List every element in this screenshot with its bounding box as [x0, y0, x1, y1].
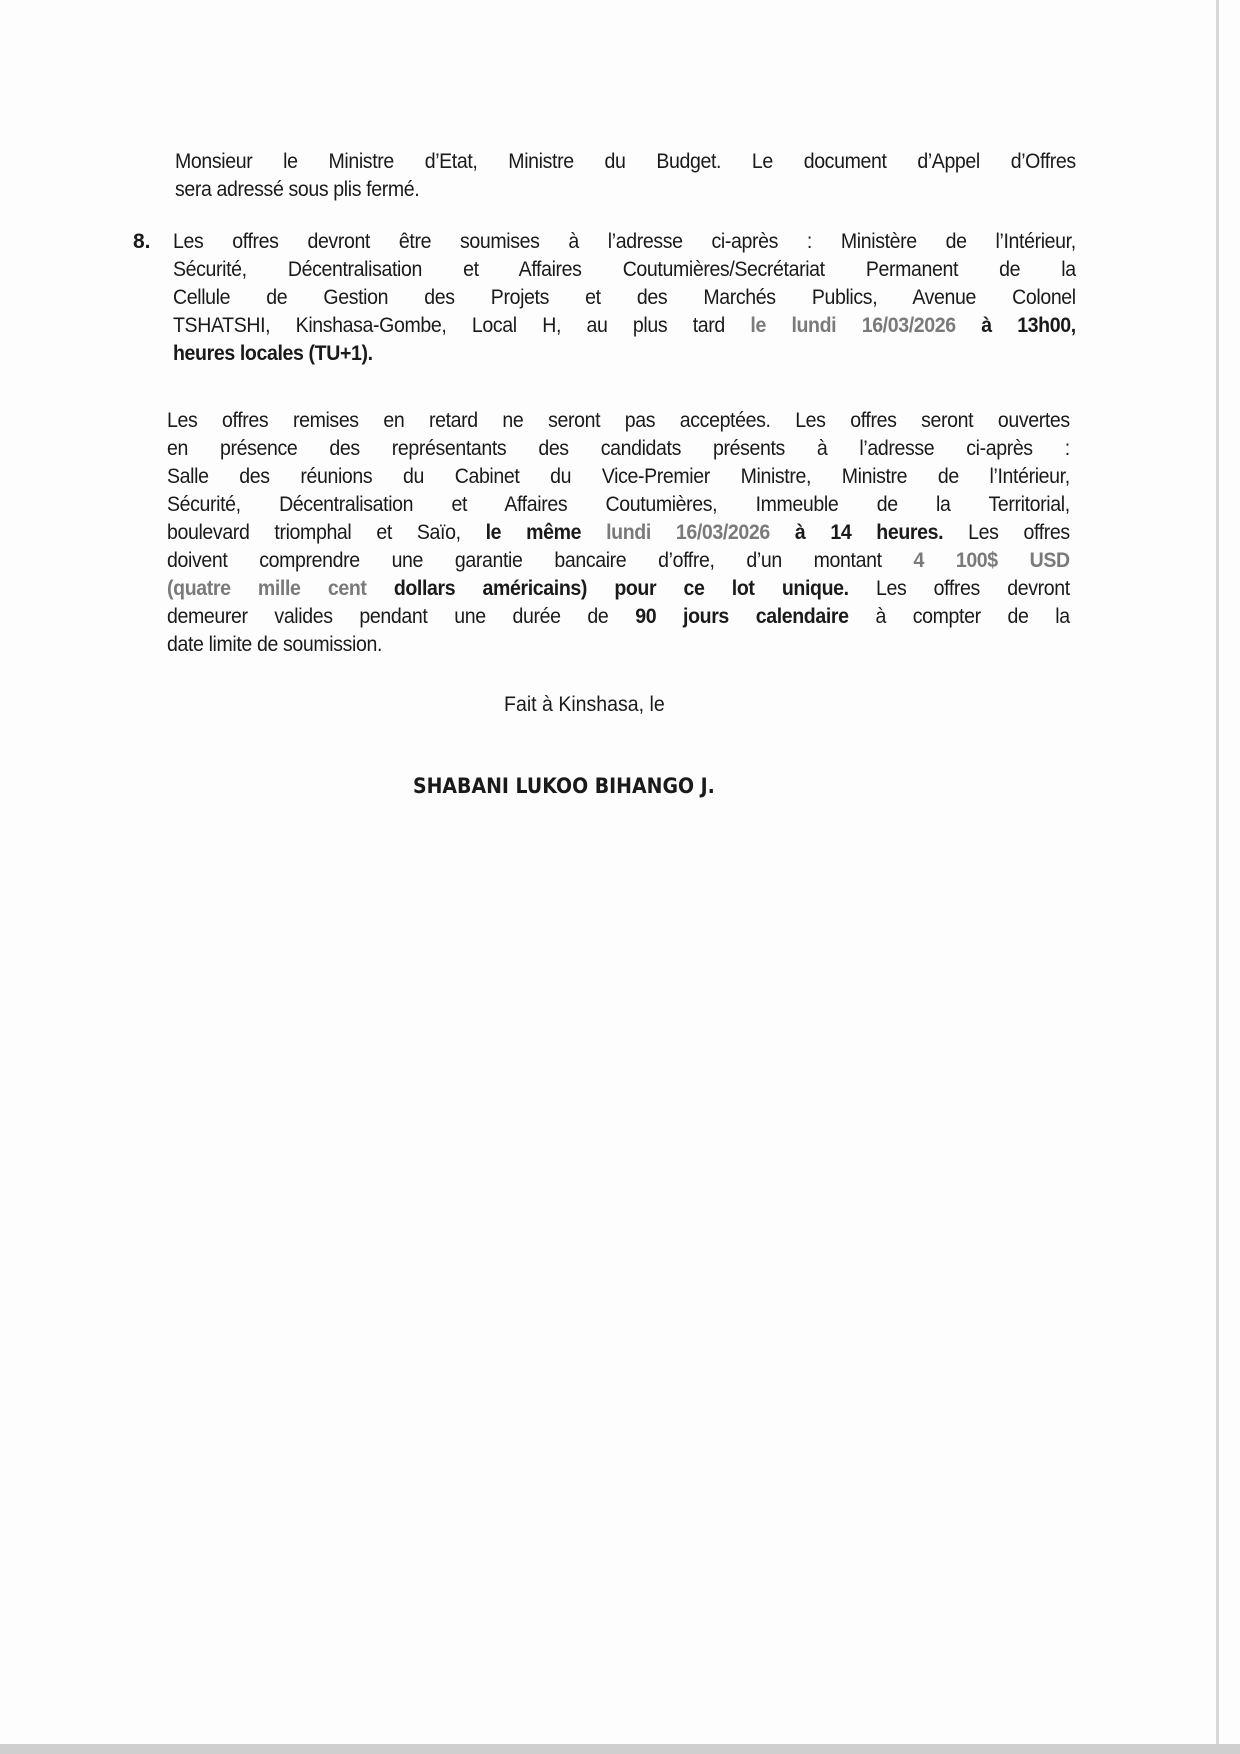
text-segment: sera adressé sous plis fermé.: [175, 178, 420, 201]
highlighted-text: 4 100$ USD: [913, 549, 1070, 572]
text-line: [167, 519, 1070, 547]
highlighted-text: (quatre mille cent: [167, 577, 367, 600]
text-segment: en présence des représentants des candidats présents à l’adresse ci-après :: [167, 437, 1070, 460]
paragraph-opening-and-guarantee: [167, 407, 1070, 659]
text-segment: Les offres: [943, 521, 1070, 544]
signatory-name: SHABANI LUKOO BIHANGO J.: [413, 774, 715, 798]
text-line: [175, 148, 1076, 176]
text-segment: Cellule de Gestion des Projets et des Marchés Publics, Avenue Colonel: [173, 286, 1076, 309]
paragraph-budget-minister: [175, 148, 1076, 204]
text-line: [167, 463, 1070, 491]
text-segment: boulevard triomphal et Saïo,: [167, 521, 486, 544]
text-segment: Sécurité, Décentralisation et Affaires Coutumières, Immeuble de la Territorial,: [167, 493, 1070, 516]
text-line: [175, 176, 1076, 204]
page-bottom-edge: [0, 1744, 1240, 1754]
bold-text: dollars américains) pour ce lot unique.: [366, 577, 849, 600]
bold-text: heures locales (TU+1).: [173, 342, 373, 365]
text-line: [167, 575, 1070, 603]
bold-text: à 13h00,: [955, 314, 1076, 337]
text-segment: doivent comprendre une garantie bancaire d’offre, d’un montant: [167, 549, 914, 572]
text-segment: Monsieur le Ministre d’Etat, Ministre du Budget. Le document d’Appel d’Offres: [175, 150, 1076, 173]
text-segment: TSHATSHI, Kinshasa-Gombe, Local H, au plus tard: [173, 314, 751, 337]
text-segment: Les offres remises en retard ne seront pas acceptées. Les offres seront ouvertes: [167, 409, 1070, 432]
text-segment: Salle des réunions du Cabinet du Vice-Premier Ministre, Ministre de l’Intérieur,: [167, 465, 1070, 488]
text-line: [167, 603, 1070, 631]
text-line: [173, 256, 1076, 284]
text-line: [167, 491, 1070, 519]
text-line: [173, 340, 1076, 368]
text-line: [167, 547, 1070, 575]
text-line: [173, 312, 1076, 340]
text-line: [167, 631, 1070, 659]
page-edge-shadow: [1216, 0, 1219, 1754]
bold-text: le même: [485, 521, 582, 544]
text-line: [173, 284, 1076, 312]
place-and-date: Fait à Kinshasa, le: [504, 693, 665, 716]
bold-text: 90 jours calendaire: [635, 605, 849, 628]
text-segment: Les offres devront: [848, 577, 1070, 600]
text-segment: à compter de la: [848, 605, 1070, 628]
bold-text: à 14 heures.: [769, 521, 944, 544]
highlighted-text: lundi 16/03/2026: [581, 521, 770, 544]
text-line: [167, 435, 1070, 463]
text-segment: Sécurité, Décentralisation et Affaires Coutumières/Secrétariat Permanent de la: [173, 258, 1076, 281]
text-line: [167, 407, 1070, 435]
text-segment: Les offres devront être soumises à l’adresse ci-après : Ministère de l’Intérieur,: [173, 230, 1076, 253]
highlighted-text: le lundi 16/03/2026: [750, 314, 956, 337]
text-segment: date limite de soumission.: [167, 633, 383, 656]
item-number: 8.: [133, 230, 151, 253]
paragraph-submission-address: [173, 228, 1076, 368]
text-line: [173, 228, 1076, 256]
text-segment: demeurer valides pendant une durée de: [167, 605, 636, 628]
